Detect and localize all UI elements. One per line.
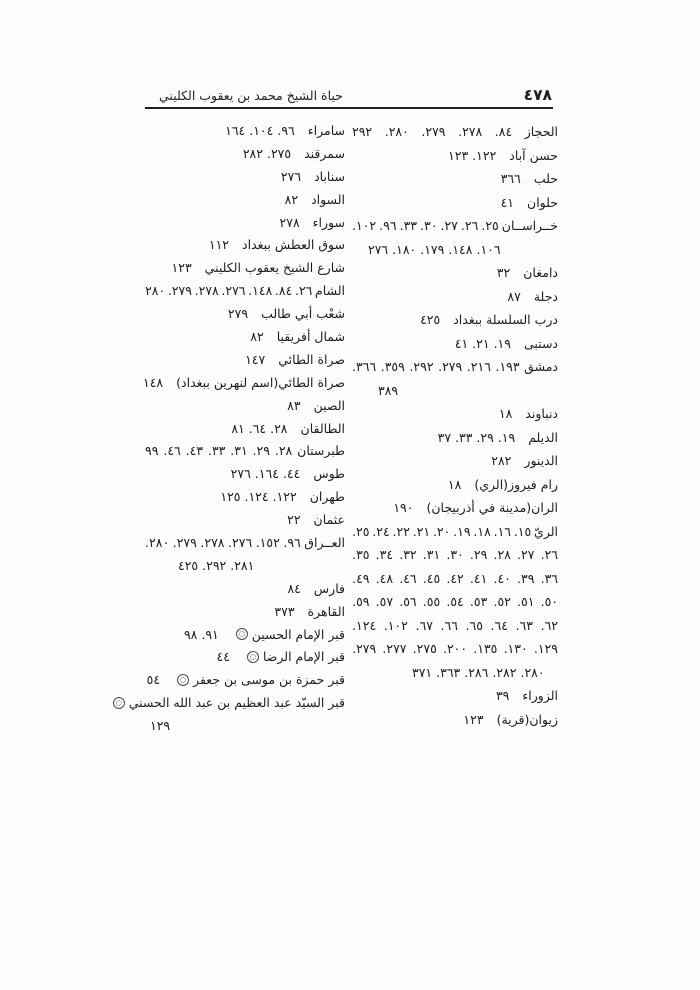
entry-pages: ٤٤ [216, 649, 230, 665]
entry-pages: ١٩٠ [393, 500, 414, 515]
entry-page-number: ٣٦٦. [352, 359, 377, 374]
entry-page-number: ٢٧٩. [172, 535, 197, 551]
entry-page-number: ٢٧٦. [221, 283, 246, 299]
entry-page-number: ٢٧٩. [438, 359, 463, 374]
index-entry [352, 708, 558, 732]
entry-page-number: ٢٨٠. [145, 535, 170, 551]
entry-page-number: ٢٥. [481, 218, 499, 233]
entry-pages: ٨٢ [250, 329, 264, 345]
entry-page-number: ٣٠. [420, 218, 438, 233]
entry-page-number: ٣٩. [517, 570, 535, 586]
index-entry-continuation [145, 715, 345, 738]
entry-name: الشام [315, 283, 345, 299]
entry-page-number: ٤١. [469, 570, 488, 586]
entry-name: صراة الطائي [278, 351, 345, 367]
entry-name: الران(مدينة في أذربيجان) [426, 500, 558, 515]
index-entry [145, 509, 345, 532]
entry-pages: ٢٨٠. ٢٨٢. ٢٨٦. ٣٦٣. ٣٧١ [412, 664, 545, 680]
entry-name: سوق العطش ببغداد [242, 237, 345, 253]
entry-name: الطالقان [300, 420, 345, 436]
index-entry-continuation [352, 661, 558, 685]
entry-pages: ٨٤ [287, 580, 301, 596]
entry-page-number: ١٠٢. [352, 218, 377, 233]
index-entry [145, 440, 345, 463]
entry-page-number: ١٣٥. [473, 641, 498, 656]
entry-page-number: ١٢٩. [533, 641, 558, 656]
entry-page-number: ٢١٦. [466, 359, 491, 374]
entry-name: شمال أفريقيا [276, 329, 345, 345]
entry-name: حسن آباد [509, 147, 558, 163]
entry-page-number: ٣٥٩. [380, 359, 405, 374]
entry-page-number: ٢٩٢ [352, 124, 373, 139]
entry-page-number: ٣٣. [207, 443, 226, 459]
entry-pages: ٢٨١. ٢٩٢. ٤٢٥ [178, 557, 255, 573]
index-entry [145, 143, 345, 166]
index-entry [145, 646, 345, 669]
entry-pages: ٤٢٥ [420, 312, 441, 327]
entry-page-number: ٢٧٩. [352, 641, 377, 656]
entry-page-number: ٣٤. [375, 547, 394, 562]
entry-name: طوس [313, 466, 345, 482]
entry-page-number: ٢٩. [252, 443, 270, 459]
index-entry [352, 308, 558, 332]
entry-page-number: ١٣٠. [503, 641, 528, 656]
entry-page-number: ٢٩. [469, 547, 488, 562]
entry-page-number: ٦٢. [540, 617, 558, 633]
entry-name: صراة الطائي(اسم لنهرين ببغداد) [176, 374, 345, 390]
entry-name: الريّ [534, 523, 558, 539]
entry-page-number: ٢٠٠. [442, 641, 468, 656]
entry-name: قبر الإمام الرضا [262, 649, 345, 665]
entry-page-number: ٦٦. [440, 617, 458, 633]
entry-pages: ١٢٣ [463, 711, 484, 727]
entry-page-number: ٣٣. [399, 218, 418, 233]
entry-page-number: ٦٣. [515, 617, 533, 633]
entry-page-number: ٢٤. [372, 523, 390, 539]
index-entry [352, 285, 558, 309]
entry-page-number: ٤٨. [375, 570, 394, 586]
entry-page-number: ٤٢. [446, 570, 464, 586]
entry-page-number: ٤٥. [422, 570, 441, 586]
entry-page-number: ٢٧٩. [167, 283, 192, 299]
index-entry [145, 189, 345, 212]
index-entry [352, 520, 558, 544]
entry-page-number: ٢٧. [517, 547, 535, 562]
entry-pages: ١٢٩ [150, 718, 171, 734]
index-entry [352, 426, 558, 450]
entry-pages: ٢٧٦ [280, 168, 302, 184]
entry-page-number: ١٦. [493, 523, 512, 539]
index-entry [145, 395, 345, 418]
entry-pages: ١٢٢. ١٢٣ [448, 147, 497, 163]
entry-pages: ٥٤ [146, 672, 161, 688]
entry-pages: ١٢٣ [171, 260, 192, 276]
index-entry [145, 463, 345, 486]
entry-page-number: ٢١. [412, 523, 431, 539]
entry-page-number: ٢٨. [493, 547, 511, 562]
entry-page-number: ٥٥. [422, 594, 441, 609]
entry-page-number: ٢٨٠ [145, 283, 166, 299]
entry-page-number: ٩٦. [283, 535, 301, 551]
entry-pages: ١٤٨ [143, 374, 164, 390]
index-entry [145, 601, 345, 624]
entry-page-number: ٣٥. [352, 547, 370, 562]
index-entry [352, 261, 558, 285]
entry-page-number: ٣٢. [399, 547, 417, 562]
index-entry [352, 402, 558, 426]
index-entry [145, 624, 345, 647]
alayhi-salam-icon [113, 697, 125, 709]
entry-page-number: ١٩٣. [495, 359, 520, 374]
entry-pages: ٣٩ [495, 688, 510, 703]
entry-pages: ١٠٦. ١٤٨. ١٧٩. ١٨٠. ٢٧٦ [368, 241, 501, 257]
entry-name: سناباد [314, 168, 345, 184]
entry-page-number: ٩٦. [379, 218, 397, 233]
index-entry [352, 496, 558, 520]
index-entry [145, 234, 345, 257]
entry-page-number: ٦٧. [415, 617, 433, 633]
entry-name: دجلة [533, 288, 558, 304]
entry-name: رام فيروز(الري) [474, 476, 558, 492]
entry-page-number: ٢٧٦. [228, 535, 253, 551]
entry-pages: ١٤٧ [245, 351, 266, 367]
entry-name: العــراق [304, 535, 345, 551]
entry-name: حلب [533, 171, 558, 186]
index-entry [145, 418, 345, 441]
index-entry [145, 349, 345, 372]
index-entry [145, 280, 345, 303]
entry-page-number: ٢٦. [294, 283, 313, 299]
index-entry [145, 486, 345, 509]
entry-name: فارس [313, 580, 345, 596]
entry-page-number: ٥٣. [469, 594, 488, 609]
entry-page-number: ٥٦. [399, 594, 417, 609]
entry-name: عثمان [313, 512, 345, 528]
entry-name: قبر حمزة بن موسى بن جعفر [193, 672, 345, 688]
entry-pages: ٩٦. ١٠٤. ١٦٤ [225, 123, 295, 138]
entry-pages: ٢٢ [287, 512, 301, 528]
entry-page-number: ٢٧٨. [200, 535, 225, 551]
entry-page-number: ٩٩ [145, 443, 159, 459]
entry-name: سمرقند [304, 145, 345, 161]
entry-page-number: ١٠٢. [383, 617, 408, 633]
page-header [145, 80, 553, 109]
entry-page-number: ٥٠. [540, 594, 558, 609]
entry-page-number: ٢٧. [440, 218, 458, 233]
index-entry [352, 120, 558, 144]
index-entry-continuation [352, 590, 558, 614]
entry-page-number: ٢٦. [460, 218, 479, 233]
index-entry [145, 257, 345, 280]
entry-name: طهران [309, 489, 345, 505]
entry-page-number: ٤٦. [399, 570, 417, 586]
entry-pages: ٤١ [500, 194, 515, 210]
entry-name: الصين [313, 397, 345, 413]
page-number: ٤٧٨ [523, 86, 552, 104]
entry-name: سوراء [312, 214, 345, 230]
alayhi-salam-icon [236, 628, 248, 640]
index-entry-continuation [352, 379, 558, 403]
index-entry-continuation [145, 555, 345, 578]
entry-pages: ٣٧٣ [274, 603, 295, 619]
entry-page-number: ٢٧٧. [382, 641, 407, 656]
entry-pages: ١٩. ٢١. ٤١ [454, 335, 511, 351]
entry-page-number: ٦٤. [490, 617, 508, 633]
entry-name: الديلم [528, 429, 558, 445]
entry-page-number: ٣٦. [540, 570, 558, 586]
entry-pages: ٢٧٩ [227, 306, 249, 322]
entry-pages: ٢٧٥. ٢٨٢ [242, 145, 292, 161]
index-columns [128, 120, 558, 738]
entry-page-number: ٣١. [230, 443, 248, 459]
entry-page-number: ٥٤. [446, 594, 464, 609]
entry-page-number: ٢٨. [274, 443, 293, 459]
entry-page-number: ٦٥. [465, 617, 483, 633]
entry-page-number: ٨٤. [494, 124, 513, 139]
index-entry [145, 578, 345, 601]
alayhi-salam-icon [247, 651, 259, 663]
entry-name: شارع الشيخ يعقوب الكليني [204, 260, 345, 276]
index-entry-continuation [352, 238, 558, 262]
index-entry [352, 167, 558, 191]
index-entry [352, 191, 558, 215]
entry-page-number: ٤٩. [352, 570, 370, 586]
entry-pages: ١٩. ٢٩. ٣٣. ٣٧ [437, 429, 516, 445]
entry-name: سامراء [307, 123, 345, 138]
index-entry [352, 144, 558, 168]
entry-name: درب السلسلة ببغداد [453, 312, 558, 327]
entry-pages: ٨٢ [284, 191, 299, 207]
entry-pages: ٢٨. ٦٤. ٨١ [231, 420, 288, 436]
entry-page-number: ٥١. [517, 594, 535, 609]
entry-name: قبر السيّد عبد العظيم بن عبد الله الحسني [128, 695, 345, 711]
entry-name: زيوان(قرية) [496, 711, 558, 727]
entry-name: الحجاز [524, 124, 558, 139]
entry-pages: ٣٢ [496, 265, 511, 280]
entry-name: طبرستان [297, 443, 345, 459]
entry-name: الدينور [524, 453, 558, 468]
entry-page-number: ٢٧٩. [421, 124, 446, 139]
index-entry-continuation [352, 543, 558, 567]
entry-page-number: ٢٧٥. [412, 641, 437, 656]
entry-pages: ٨٣ [287, 397, 301, 413]
entry-pages: ٣٦٦ [500, 171, 521, 186]
entry-page-number: ٤٦. [163, 443, 181, 459]
index-entry [145, 166, 345, 189]
entry-pages: ٩١. ٩٨ [183, 626, 219, 642]
entry-name: دامغان [523, 265, 558, 280]
entry-page-number: ٢٠. [432, 523, 451, 539]
entry-page-number: ٢٨٠. [384, 124, 409, 139]
entry-pages: ١٨ [447, 476, 462, 492]
entry-page-number: ٢٥. [352, 523, 370, 539]
index-entry [128, 692, 345, 715]
entry-page-number: ٢٧٨. [194, 283, 219, 299]
entry-page-number: ٤٠. [493, 570, 511, 586]
entry-name: دنباوند [525, 406, 558, 421]
entry-name: خــراســان [501, 218, 558, 233]
entry-pages: ١١٢ [208, 237, 230, 253]
entry-pages: ٣٨٩ [378, 382, 399, 398]
index-entry [145, 372, 345, 395]
entry-pages: ١٨ [498, 406, 513, 421]
header-title: حياة الشيخ محمد بن يعقوب الكليني [159, 88, 343, 103]
entry-page-number: ٤٣. [185, 443, 204, 459]
index-column-left [128, 120, 345, 738]
entry-pages: ٤٤. ١٦٤. ٢٧٦ [230, 466, 301, 482]
index-column-right [352, 120, 558, 738]
entry-page-number: ٣٠. [446, 547, 464, 562]
entry-page-number: ٥٧. [375, 594, 394, 609]
entry-pages: ٢٧٨ [279, 214, 300, 230]
entry-name: دمشق [524, 359, 558, 374]
entry-page-number: ١٨. [473, 523, 491, 539]
index-entry-continuation [352, 567, 558, 591]
entry-name: الزوراء [522, 688, 558, 703]
index-entry [145, 120, 345, 143]
entry-page-number: ٨٤. [274, 283, 293, 299]
index-entry [352, 355, 558, 379]
entry-name: قبر الإمام الحسين [251, 626, 345, 642]
index-entry-continuation [352, 614, 558, 638]
entry-page-number: ٥٢. [493, 594, 511, 609]
index-entry [145, 532, 345, 555]
index-entry [145, 326, 345, 349]
index-entry [352, 473, 558, 497]
alayhi-salam-icon [177, 674, 189, 686]
index-entry [352, 214, 558, 238]
entry-page-number: ٢٢. [392, 523, 410, 539]
entry-name: حلوان [527, 194, 558, 210]
entry-name: القاهرة [307, 603, 345, 619]
index-entry [145, 303, 345, 326]
index-entry [352, 684, 558, 708]
index-entry [145, 212, 345, 235]
index-entry [145, 669, 345, 692]
index-entry-continuation [352, 637, 558, 661]
entry-page-number: ١٤٨. [248, 283, 273, 299]
entry-page-number: ٣١. [422, 547, 441, 562]
index-entry [352, 332, 558, 356]
entry-page-number: ١٥٢. [255, 535, 280, 551]
entry-page-number: ٥٩. [352, 594, 370, 609]
entry-page-number: ٢٩٢. [409, 359, 434, 374]
entry-page-number: ١٢٤. [352, 617, 377, 633]
entry-pages: ١٢٢. ١٢٤. ١٢٥ [220, 489, 297, 505]
entry-name: دستبى [523, 335, 558, 351]
entry-pages: ٢٨٢ [491, 453, 512, 468]
entry-page-number: ١٥. [513, 523, 532, 539]
entry-name: السواد [311, 191, 345, 207]
entry-pages: ٨٧ [507, 288, 521, 304]
entry-page-number: ٢٧٨. [458, 124, 483, 139]
entry-name: شعْب أبي طالب [261, 306, 345, 322]
entry-page-number: ٢٦. [540, 547, 558, 562]
index-entry [352, 449, 558, 473]
entry-page-number: ١٩. [453, 523, 471, 539]
